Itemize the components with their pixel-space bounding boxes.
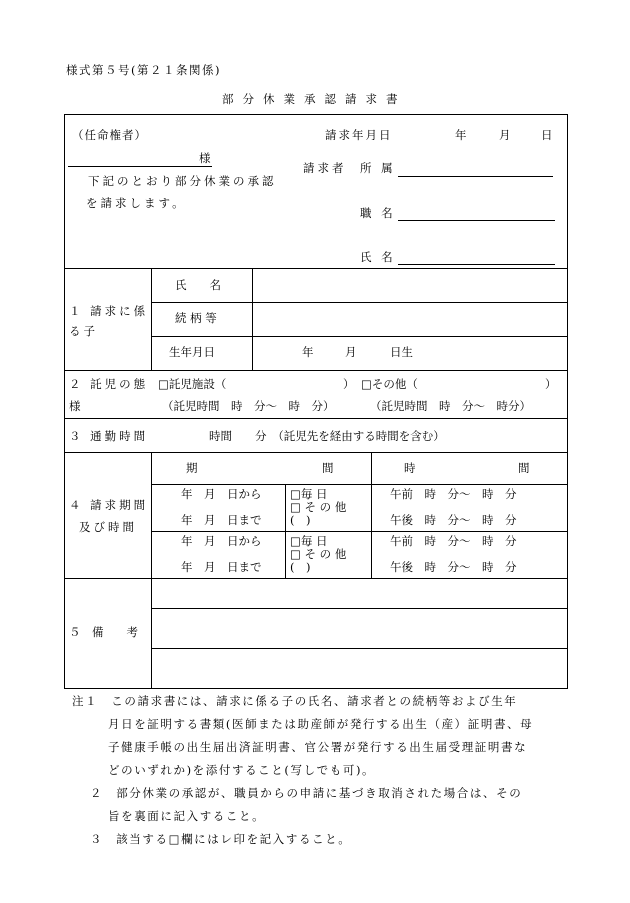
divider <box>151 608 568 609</box>
period1-daily-checkbox[interactable]: □毎 日 <box>290 487 328 501</box>
note-1-line3: 子健康手帳の出生届出済証明書、官公署が発行する出生届受理証明書な <box>108 740 528 754</box>
time-header-a: 時 <box>404 461 416 475</box>
period2-until: 年 月 日まで <box>181 560 262 574</box>
name-label: 氏 名 <box>360 250 396 264</box>
request-date-label: 請求年月日 <box>325 128 393 142</box>
period1-until: 年 月 日まで <box>181 513 262 527</box>
period2-from: 年 月 日から <box>181 534 262 548</box>
care-section-label-2: 様 <box>69 399 81 413</box>
period1-am: 午前 時 分～ 時 分 <box>390 487 517 501</box>
divider <box>64 418 568 419</box>
name-field[interactable] <box>398 264 555 265</box>
period-section-label-2: 及び時間 <box>79 520 137 534</box>
page-title: 部分休業承認請求書 <box>222 92 407 106</box>
period1-other-checkbox[interactable]: □ そ の 他 <box>290 500 347 514</box>
care-facility-close: ） <box>343 377 355 391</box>
period2-other-checkbox[interactable]: □ そ の 他 <box>290 547 347 561</box>
period1-pm: 午後 時 分～ 時 分 <box>390 513 517 527</box>
divider <box>64 452 568 453</box>
note-1-line4: どのいずれか)を添付すること(写しでも可)。 <box>108 763 376 777</box>
note-1-line2: 月日を証明する書類(医師または助産師が発行する出生（産）証明書、母 <box>108 717 534 731</box>
divider <box>64 370 568 371</box>
period2-other-paren: ( ) <box>290 560 311 574</box>
child-birth-label: 生年月日 <box>169 345 215 359</box>
care-other-close: ） <box>545 377 557 391</box>
period-section-label-1: ４ 請求期間 <box>69 498 149 512</box>
period1-from: 年 月 日から <box>181 487 262 501</box>
period1-other-paren: ( ) <box>290 513 311 527</box>
time-header-b: 間 <box>518 461 530 475</box>
child-relation-label: 続 柄 等 <box>175 311 217 325</box>
appointer-name-line[interactable] <box>68 166 212 167</box>
divider <box>64 578 568 579</box>
affiliation-label: 所 属 <box>360 161 396 175</box>
care-facility-checkbox[interactable]: □託児施設（ <box>158 377 227 391</box>
divider <box>151 531 568 532</box>
care-time-other: （託児時間 時 分～ 時分） <box>370 399 531 413</box>
period2-pm: 午後 時 分～ 時 分 <box>390 560 517 574</box>
divider <box>151 484 568 485</box>
appointer-label: （任命権者） <box>72 128 147 142</box>
date-day-label: 日 <box>541 128 553 142</box>
intro-text-line2: を請求します。 <box>86 196 187 210</box>
care-section-label-1: ２ 託児の態 <box>69 377 149 391</box>
commute-label: ３ 通勤時間 <box>69 429 149 443</box>
child-name-label: 氏 名 <box>175 278 221 292</box>
position-label: 職 名 <box>360 206 396 220</box>
form-number: 様式第５号(第２１条関係) <box>66 63 221 77</box>
affiliation-field[interactable] <box>398 176 553 177</box>
child-section-label-1: １ 請求に係 <box>69 304 149 318</box>
period-header-b: 間 <box>322 461 334 475</box>
divider <box>64 268 568 269</box>
remarks-label: ５ 備 考 <box>69 625 138 639</box>
date-month-label: 月 <box>499 128 511 142</box>
divider <box>151 648 568 649</box>
position-field[interactable] <box>398 220 555 221</box>
care-time-facility: （託児時間 時 分～ 時 分） <box>162 399 335 413</box>
child-section-label-2: る子 <box>69 324 98 338</box>
divider <box>151 302 568 303</box>
date-year-label: 年 <box>455 128 467 142</box>
birth-year-label: 年 <box>302 345 314 359</box>
divider <box>151 268 152 370</box>
divider <box>252 268 253 370</box>
divider <box>151 336 568 337</box>
birth-day-label: 日生 <box>390 345 413 359</box>
note-2-line2: 旨を裏面に記入すること。 <box>108 809 266 823</box>
period-header-a: 期 <box>186 461 198 475</box>
note-3: ３ 該当する□欄にはレ印を記入すること。 <box>90 832 352 846</box>
commute-value: 時間 分 （託児先を経由する時間を含む） <box>209 429 445 443</box>
intro-text-line1: 下記のとおり部分休業の承認 <box>88 174 277 188</box>
period2-am: 午前 時 分～ 時 分 <box>390 534 517 548</box>
birth-month-label: 月 <box>345 345 357 359</box>
requester-label: 請求者 <box>303 161 347 175</box>
note-1-line1: 注１ この請求書には、請求に係る子の氏名、請求者との続柄等および生年 <box>72 694 518 708</box>
period2-daily-checkbox[interactable]: □毎 日 <box>290 534 328 548</box>
care-other-checkbox[interactable]: □その他（ <box>361 377 418 391</box>
sama-label: 様 <box>199 151 211 165</box>
divider <box>285 484 286 578</box>
divider <box>151 578 152 689</box>
divider <box>371 452 372 578</box>
note-2-line1: ２ 部分休業の承認が、職員からの申請に基づき取消された場合は、その <box>90 786 523 800</box>
divider <box>151 452 152 578</box>
